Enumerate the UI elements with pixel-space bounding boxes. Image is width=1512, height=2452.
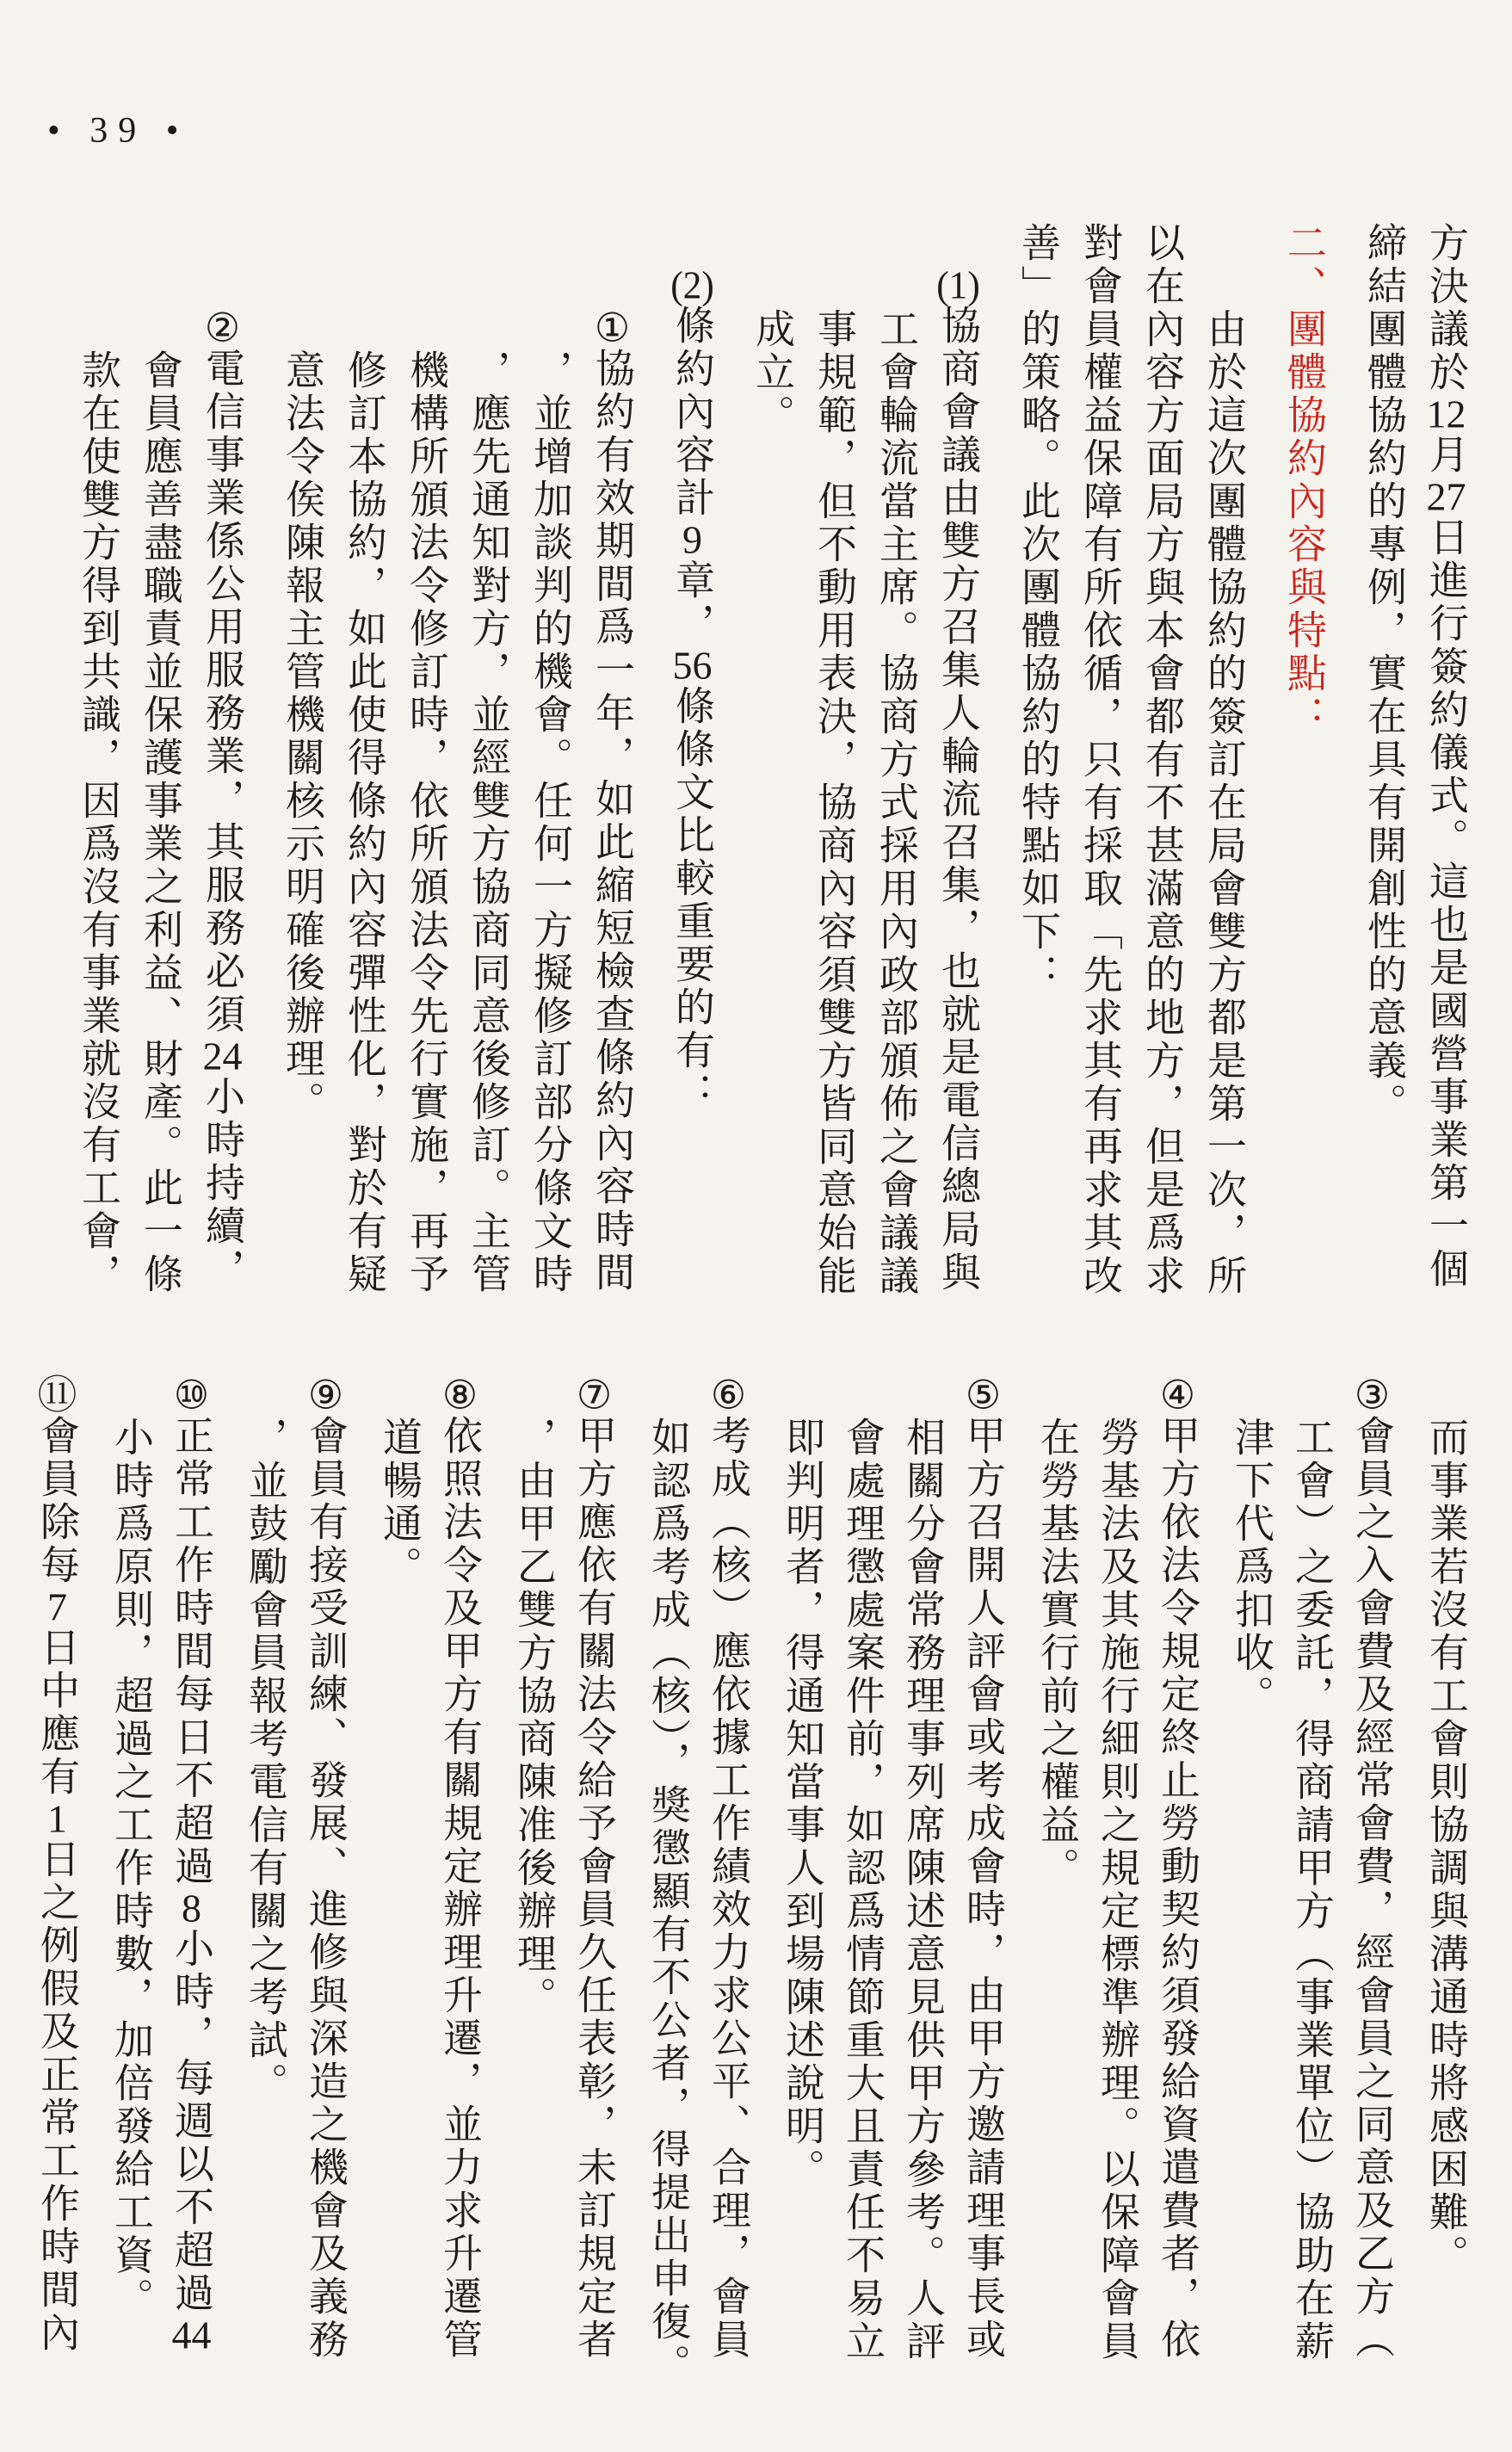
item-marker: ④ <box>1159 1375 1196 1415</box>
inline-number: 27 <box>1426 477 1466 516</box>
text-column: 道暢通。 <box>378 1417 422 1589</box>
text-column-item-start: ③會員之入會費及經常會費，經會員之同意及乙方（ <box>1350 1375 1394 2362</box>
text-column: 對會員權益保障有所依循，只有採取「先求其有再求其改 <box>1078 222 1122 1298</box>
inline-number: 44 <box>171 2315 212 2355</box>
inline-number: 9 <box>682 520 702 559</box>
text-column: 事規範，但不動用表決，協商內容須雙方皆同意始能 <box>812 308 856 1298</box>
text-column: 成立。 <box>750 308 794 437</box>
item-marker: ② <box>204 308 241 348</box>
text-column: 津下代爲扣收。 <box>1230 1417 1274 1718</box>
item-marker: ⑩ <box>173 1375 210 1415</box>
text-column: ，由甲乙雙方協商陳准後辦理。 <box>512 1417 556 2019</box>
text-column: 相關分會常務理事列席陳述意見供甲方參考。人評 <box>901 1417 945 2363</box>
text-column: 小時爲原則，超過之工作時數，加倍發給工資。 <box>109 1417 153 2320</box>
text-column: 會處理懲處案件前，如認爲情節重大且責任不易立 <box>841 1417 885 2363</box>
item-marker: ⑤ <box>965 1375 1002 1415</box>
text-column: 在勞基法實行前之權益。 <box>1035 1417 1079 1890</box>
text-column: 而事業若沒有工會則協調與溝通時將感困難。 <box>1424 1417 1468 2277</box>
text-column: 由於這次團體協約的簽訂在局會雙方都是第一次，所 <box>1202 308 1246 1298</box>
text-column: 意法令俟陳報主管機關核示明確後辦理。 <box>281 349 324 1124</box>
text-column: 二、團體協約內容與特點： <box>1282 222 1326 738</box>
text-column: 締結團體協約的專例，實在具有開創性的意義。 <box>1362 222 1406 1126</box>
inline-number: 1 <box>47 1799 67 1838</box>
item-marker: ③ <box>1354 1375 1391 1415</box>
inline-number: 8 <box>182 1888 201 1928</box>
item-marker: ① <box>594 308 631 348</box>
item-marker: ⑨ <box>307 1375 344 1415</box>
item-marker: ⑪ <box>37 1375 77 1415</box>
page-number: • 39 • <box>47 111 189 151</box>
text-column: 機構所頒法令修訂時，依所頒法令先行實施，再予 <box>404 349 448 1296</box>
item-marker: ⑧ <box>441 1375 478 1415</box>
text-column-item-start: ②電信事業係公用服務業，其服務必須24小時持續， <box>201 308 244 1291</box>
text-column-item-start: ⑥考成（核）應依據工作績效力求公平、合理，會員 <box>707 1375 750 2362</box>
text-column: 會員應善盡職責並保護事業之利益、財產。此一條 <box>139 349 182 1296</box>
item-marker: ⑦ <box>576 1375 613 1415</box>
text-column-item-start: ⑪會員除每7日中應有1日之例假及正常工作時間內 <box>35 1375 79 2355</box>
text-column: 工會）之委託，得商請甲方（事業單位）協助在薪 <box>1290 1417 1334 2363</box>
text-column: 即判明者，得通知當事人到場陳述說明。 <box>781 1417 824 2191</box>
text-block-lower <box>35 1289 1467 2434</box>
text-column: 款在使雙方得到共識，因爲沒有事業就沒有工會， <box>77 349 120 1296</box>
text-column: 修訂本協約，如此使得條約內容彈性化，對於有疑 <box>343 349 386 1296</box>
text-column: 工會輪流當主席。協商方式採用內政部頒佈之會議議 <box>874 308 918 1298</box>
text-column: 勞基法及其施行細則之規定標準辦理。以保障會員 <box>1095 1417 1139 2363</box>
text-column: 方決議於12月27日進行簽約儀式。這也是國營事業第一個 <box>1424 222 1468 1291</box>
text-column: 如認爲考成（核），獎懲顯有不公者，得提出申復。 <box>646 1417 690 2387</box>
inline-number: 12 <box>1426 394 1466 434</box>
text-column-item-start: ⑤甲方召開人評會或考成會時，由甲方邀請理事長或 <box>961 1375 1005 2362</box>
item-marker: ⑥ <box>710 1375 747 1415</box>
text-column: 以在內容方面局方與本會都有不甚滿意的地方，但是爲求 <box>1140 222 1184 1298</box>
text-column-item-start: (1)協商會議由雙方召集人輪流召集，也就是電信總局與 <box>936 265 980 1294</box>
text-column: ，並增加談判的機會。任何一方擬修訂部分條文時 <box>528 349 572 1296</box>
text-column-item-start: ⑦甲方應依有關法令給予會員久任表彰，未訂規定者 <box>572 1375 616 2362</box>
text-column-item-start: ⑧依照法令及甲方有關規定辦理升遷，並力求升遷管 <box>438 1375 482 2362</box>
inline-number: 24 <box>202 1036 243 1076</box>
text-column: ，應先通知對方，並經雙方協商同意後修訂。主管 <box>466 349 510 1296</box>
text-column: 善」的策略。此次團體協約的特點如下： <box>1016 222 1060 997</box>
inline-number: 7 <box>47 1587 67 1627</box>
text-block-upper <box>77 222 1467 1367</box>
item-marker: (2) <box>670 265 714 305</box>
text-column-item-start: (2)條約內容計9章，56條條文比較重要的有： <box>670 265 714 1115</box>
text-column-item-start: ①協約有效期間爲一年，如此縮短檢查條約內容時間 <box>590 308 634 1294</box>
text-column: ，並鼓勵會員報考電信有關之考試。 <box>244 1417 287 2105</box>
item-marker: (1) <box>936 265 980 305</box>
text-column-item-start: ⑨會員有接受訓練、發展、進修與深造之機會及義務 <box>304 1375 348 2362</box>
text-column-item-start: ④甲方依法令規定終止勞動契約須發給資遣費者，依 <box>1156 1375 1200 2362</box>
inline-number: 56 <box>672 645 713 685</box>
text-column-item-start: ⑩正常工作時間每日不超過8小時，每週以不超過44 <box>170 1375 213 2355</box>
